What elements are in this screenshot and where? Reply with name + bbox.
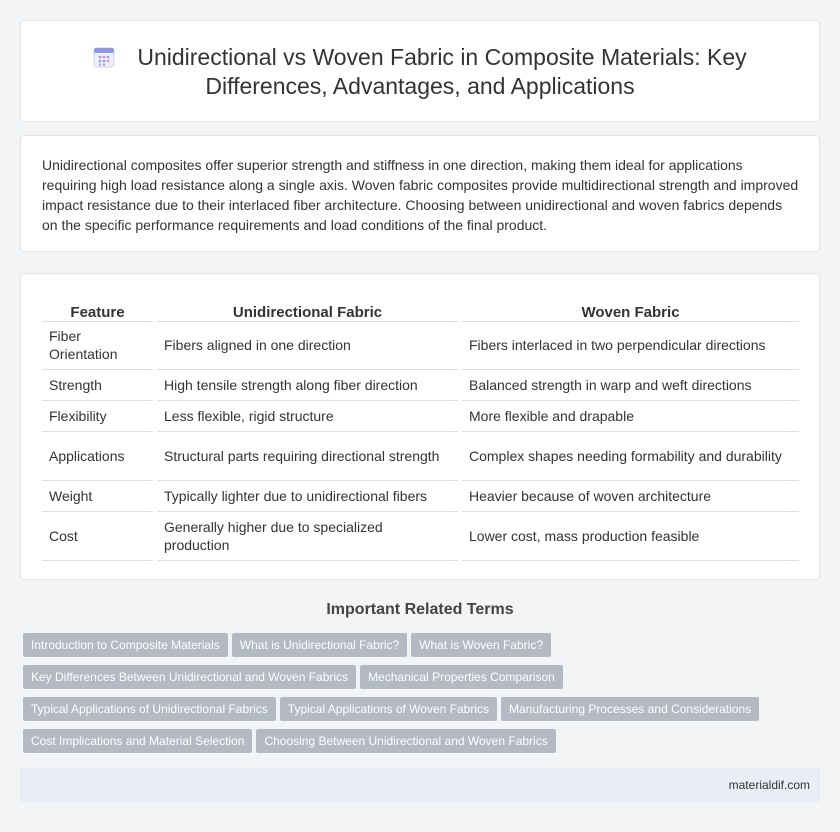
- table-row: [42, 400, 799, 431]
- header-woven: Woven Fabric: [460, 294, 799, 321]
- tag-link[interactable]: Introduction to Composite Materials: [23, 633, 228, 657]
- tag-row: [23, 697, 823, 729]
- header-feature: Feature: [42, 294, 155, 321]
- table-row: [42, 369, 799, 400]
- unidirectional-cell: Structural parts requiring directional strength: [155, 431, 460, 480]
- table-header-row: [42, 294, 799, 321]
- woven-cell: Balanced strength in warp and weft directions: [460, 369, 799, 400]
- comparison-table: [42, 294, 799, 561]
- related-terms-tags: [23, 633, 823, 761]
- feature-cell: Strength: [42, 369, 155, 400]
- table-row: [42, 511, 799, 560]
- woven-cell: Heavier because of woven architecture: [460, 480, 799, 511]
- header-card: [20, 20, 820, 122]
- feature-cell: Flexibility: [42, 400, 155, 431]
- table-row: [42, 431, 799, 480]
- feature-cell: Fiber Orientation: [42, 321, 155, 369]
- intro-paragraph: Unidirectional composites offer superior strength and stiffness in one direction, making them ideal for applications requiring high load resistance along a single axis. Woven fabric composites provide multidirectional strength and improved impact resistance due to their interlaced fiber architecture. Choosing between unidirectional and woven fabrics depends on the specific performance requirements and load conditions of the final product.: [42, 157, 799, 233]
- unidirectional-cell: Typically lighter due to unidirectional fibers: [155, 480, 460, 511]
- footer: [20, 768, 820, 802]
- feature-cell: Cost: [42, 511, 155, 560]
- tag-row: [23, 633, 823, 665]
- unidirectional-cell: Fibers aligned in one direction: [155, 321, 460, 369]
- woven-cell: Lower cost, mass production feasible: [460, 511, 799, 560]
- tag-row: [23, 665, 823, 697]
- tag-link[interactable]: Cost Implications and Material Selection: [23, 729, 252, 753]
- related-terms-title: Important Related Terms: [326, 601, 514, 618]
- comparison-card: [20, 273, 820, 580]
- feature-cell: Applications: [42, 431, 155, 480]
- table-row: [42, 480, 799, 511]
- tag-link[interactable]: Typical Applications of Woven Fabrics: [280, 697, 497, 721]
- footer-site-link[interactable]: materialdif.com: [728, 778, 810, 792]
- calendar-grid-icon: [93, 46, 115, 68]
- unidirectional-cell: High tensile strength along fiber direction: [155, 369, 460, 400]
- tag-link[interactable]: Mechanical Properties Comparison: [360, 665, 563, 689]
- tag-link[interactable]: Typical Applications of Unidirectional Fabrics: [23, 697, 276, 721]
- table-row: [42, 321, 799, 369]
- woven-cell: Complex shapes needing formability and durability: [460, 431, 799, 480]
- woven-cell: More flexible and drapable: [460, 400, 799, 431]
- page-title: [21, 43, 819, 101]
- tag-link[interactable]: What is Unidirectional Fabric?: [232, 633, 407, 657]
- tag-link[interactable]: Choosing Between Unidirectional and Woven Fabrics: [256, 729, 555, 753]
- tag-row: [23, 729, 823, 761]
- page-title-text: Unidirectional vs Woven Fabric in Composite Materials: Key Differences, Advantages, and Applications: [137, 44, 747, 99]
- tag-link[interactable]: Manufacturing Processes and Considerations: [501, 697, 759, 721]
- header-unidirectional: Unidirectional Fabric: [155, 294, 460, 321]
- tag-link[interactable]: What is Woven Fabric?: [411, 633, 551, 657]
- woven-cell: Fibers interlaced in two perpendicular directions: [460, 321, 799, 369]
- intro-card: [20, 135, 820, 252]
- unidirectional-cell: Generally higher due to specialized production: [155, 511, 460, 560]
- tag-link[interactable]: Key Differences Between Unidirectional and Woven Fabrics: [23, 665, 356, 689]
- unidirectional-cell: Less flexible, rigid structure: [155, 400, 460, 431]
- feature-cell: Weight: [42, 480, 155, 511]
